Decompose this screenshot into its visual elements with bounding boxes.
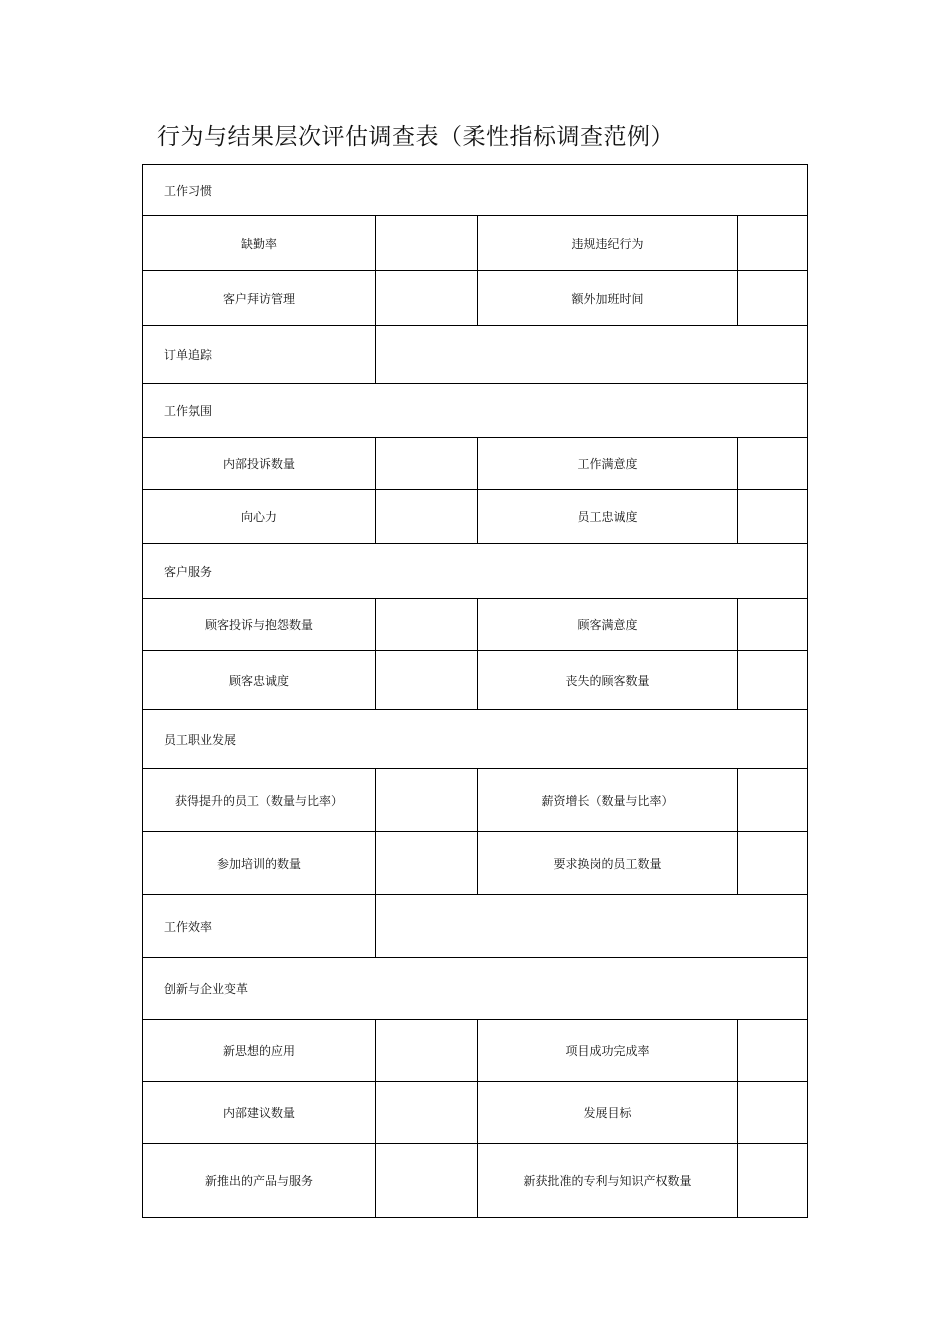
indicator-label: 工作满意度: [478, 438, 738, 490]
table-row: [143, 165, 808, 216]
indicator-label: 违规违纪行为: [478, 216, 738, 271]
table-row: [143, 769, 808, 832]
table-row: [143, 216, 808, 271]
table-row: [143, 271, 808, 326]
answer-cell[interactable]: [376, 326, 808, 384]
indicator-label: 客户拜访管理: [143, 271, 376, 326]
table-row: [143, 599, 808, 651]
answer-cell[interactable]: [376, 769, 478, 832]
table-row: [143, 438, 808, 490]
answer-cell[interactable]: [738, 490, 808, 544]
indicator-label: 顾客投诉与抱怨数量: [143, 599, 376, 651]
answer-cell[interactable]: [376, 490, 478, 544]
table-row: [143, 651, 808, 710]
table-row: [143, 544, 808, 599]
section-header: 工作效率: [143, 895, 376, 958]
section-header: 员工职业发展: [143, 710, 808, 769]
table-row: [143, 1082, 808, 1144]
indicator-label: 内部投诉数量: [143, 438, 376, 490]
indicator-label: 缺勤率: [143, 216, 376, 271]
answer-cell[interactable]: [738, 271, 808, 326]
section-header: 工作习惯: [143, 165, 808, 216]
indicator-label: 额外加班时间: [478, 271, 738, 326]
answer-cell[interactable]: [738, 438, 808, 490]
answer-cell[interactable]: [738, 651, 808, 710]
answer-cell[interactable]: [738, 599, 808, 651]
indicator-label: 内部建议数量: [143, 1082, 376, 1144]
indicator-label: 顾客忠诚度: [143, 651, 376, 710]
indicator-label: 新获批准的专利与知识产权数量: [478, 1144, 738, 1218]
survey-table-body: [143, 165, 808, 1218]
section-header: 客户服务: [143, 544, 808, 599]
indicator-label: 丧失的顾客数量: [478, 651, 738, 710]
answer-cell[interactable]: [376, 438, 478, 490]
answer-cell[interactable]: [376, 1082, 478, 1144]
table-row: [143, 1020, 808, 1082]
answer-cell[interactable]: [376, 1020, 478, 1082]
table-row: [143, 895, 808, 958]
table-row: [143, 490, 808, 544]
section-header: 工作氛围: [143, 384, 808, 438]
page-title: 行为与结果层次评估调查表（柔性指标调查范例）: [157, 124, 674, 150]
table-row: [143, 1144, 808, 1218]
answer-cell[interactable]: [738, 1020, 808, 1082]
answer-cell[interactable]: [738, 832, 808, 895]
table-row: [143, 326, 808, 384]
answer-cell[interactable]: [376, 1144, 478, 1218]
answer-cell[interactable]: [376, 271, 478, 326]
answer-cell[interactable]: [376, 651, 478, 710]
answer-cell[interactable]: [738, 216, 808, 271]
indicator-label: 员工忠诚度: [478, 490, 738, 544]
answer-cell[interactable]: [376, 832, 478, 895]
indicator-label: 要求换岗的员工数量: [478, 832, 738, 895]
indicator-label: 获得提升的员工（数量与比率）: [143, 769, 376, 832]
section-header: 订单追踪: [143, 326, 376, 384]
answer-cell[interactable]: [738, 1144, 808, 1218]
table-row: [143, 710, 808, 769]
indicator-label: 顾客满意度: [478, 599, 738, 651]
answer-cell[interactable]: [738, 769, 808, 832]
survey-table: [142, 164, 808, 1218]
answer-cell[interactable]: [376, 216, 478, 271]
answer-cell[interactable]: [738, 1082, 808, 1144]
table-row: [143, 384, 808, 438]
section-header: 创新与企业变革: [143, 958, 808, 1020]
indicator-label: 项目成功完成率: [478, 1020, 738, 1082]
indicator-label: 新推出的产品与服务: [143, 1144, 376, 1218]
indicator-label: 薪资增长（数量与比率）: [478, 769, 738, 832]
indicator-label: 新思想的应用: [143, 1020, 376, 1082]
indicator-label: 发展目标: [478, 1082, 738, 1144]
answer-cell[interactable]: [376, 895, 808, 958]
answer-cell[interactable]: [376, 599, 478, 651]
indicator-label: 参加培训的数量: [143, 832, 376, 895]
indicator-label: 向心力: [143, 490, 376, 544]
table-row: [143, 958, 808, 1020]
table-row: [143, 832, 808, 895]
